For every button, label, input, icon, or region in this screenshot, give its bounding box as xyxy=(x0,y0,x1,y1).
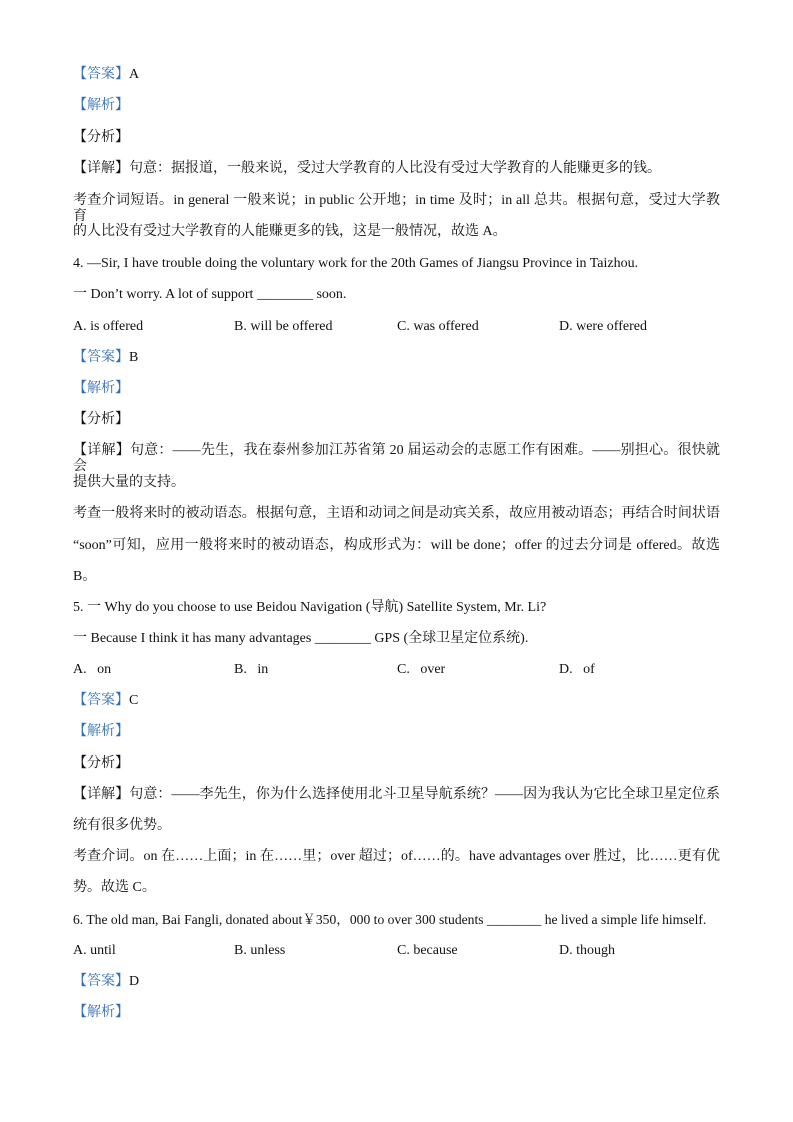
q3-fenxi: 【分析】 xyxy=(73,130,129,145)
q4-detail-3: 考查一般将来时的被动语态。根据句意，主语和动词之间是动宾关系，故应用被动语态；再结合时间状语 xyxy=(73,506,720,521)
q3-answer xyxy=(73,67,139,83)
q4-option-c: C. was offered xyxy=(397,319,479,334)
q4-option-b: B. will be offered xyxy=(234,319,333,334)
q4-detail-1 xyxy=(73,443,720,475)
answer-label: 【答案】 xyxy=(73,974,129,989)
q3-analysis-label: 【解析】 xyxy=(73,98,129,113)
q5-fenxi: 【分析】 xyxy=(73,756,129,771)
q3-detail-1 xyxy=(73,161,661,177)
q5-option-a: A. on xyxy=(73,662,112,677)
q5-stem-2: 一 Because I think it has many advantages ________ GPS (全球卫星定位系统). xyxy=(73,631,529,646)
q4-detail-5: B。 xyxy=(73,569,97,584)
detail-text: 句意：据报道，一般来说，受过大学教育的人比没有受过大学教育的人能赚更多的钱。 xyxy=(129,161,661,176)
q5-option-c: C. over xyxy=(397,662,446,677)
q5-option-b: B. in xyxy=(234,662,269,677)
q5-answer xyxy=(73,693,138,709)
q4-option-a: A. is offered xyxy=(73,319,144,334)
q5-detail-2: 统有很多优势。 xyxy=(73,818,171,833)
q6-answer xyxy=(73,974,139,990)
answer-value: D xyxy=(129,974,140,989)
q6-option-c: C. because xyxy=(397,943,458,958)
q5-detail-1 xyxy=(73,787,720,803)
answer-value: A xyxy=(129,67,140,82)
q3-detail-3: 的人比没有受过大学教育的人能赚更多的钱，这是一般情况，故选 A。 xyxy=(73,224,507,239)
q5-detail-4: 势。故选 C。 xyxy=(73,880,156,895)
q6-option-b: B. unless xyxy=(234,943,286,958)
q6-analysis-label: 【解析】 xyxy=(73,1005,129,1020)
detail-label: 【详解】 xyxy=(73,443,130,458)
q6-option-d: D. though xyxy=(559,943,615,958)
answer-value: C xyxy=(129,693,139,708)
q5-option-d: D. of xyxy=(559,662,595,677)
q5-stem-1: 5. 一 Why do you choose to use Beidou Navigation (导航) Satellite System, Mr. Li? xyxy=(73,600,547,615)
q4-analysis-label: 【解析】 xyxy=(73,381,129,396)
answer-label: 【答案】 xyxy=(73,67,129,82)
answer-label: 【答案】 xyxy=(73,693,129,708)
q4-fenxi: 【分析】 xyxy=(73,412,129,427)
detail-label: 【详解】 xyxy=(73,787,130,802)
q6-stem-1: 6. The old man, Bai Fangli, donated about￥350，000 to over 300 students ________ he lived a simple life himself. xyxy=(73,912,707,927)
answer-value: B xyxy=(129,350,139,365)
q5-analysis-label: 【解析】 xyxy=(73,724,129,739)
q4-option-d: D. were offered xyxy=(559,319,647,334)
q3-detail-2: 考查介词短语。in general 一般来说；in public 公开地；in time 及时；in all 总共。根据句意，受过大学教育 xyxy=(73,193,720,224)
q4-answer xyxy=(73,350,138,366)
detail-label: 【详解】 xyxy=(73,161,129,176)
q5-detail-3: 考查介词。on 在……上面；in 在……里；over 超过；of……的。have advantages over 胜过，比……更有优 xyxy=(73,849,720,864)
q4-stem-1: 4. —Sir, I have trouble doing the voluntary work for the 20th Games of Jiangsu Province in Taizhou. xyxy=(73,256,639,271)
q6-option-a: A. until xyxy=(73,943,116,958)
q4-stem-2: 一 Don’t worry. A lot of support ________ soon. xyxy=(73,287,347,302)
q4-detail-2: 提供大量的支持。 xyxy=(73,475,185,490)
detail-text: 句意：——先生，我在泰州参加江苏省第 20 届运动会的志愿工作有困难。——别担心。很快就会 xyxy=(73,443,721,474)
answer-label: 【答案】 xyxy=(73,350,129,365)
detail-text: 句意：——李先生，你为什么选择使用北斗卫星导航系统？——因为我认为它比全球卫星定位系 xyxy=(129,787,720,802)
q4-detail-4: “soon”可知，应用一般将来时的被动语态，构成形式为：will be done；offer 的过去分词是 offered。故选 xyxy=(73,538,720,553)
